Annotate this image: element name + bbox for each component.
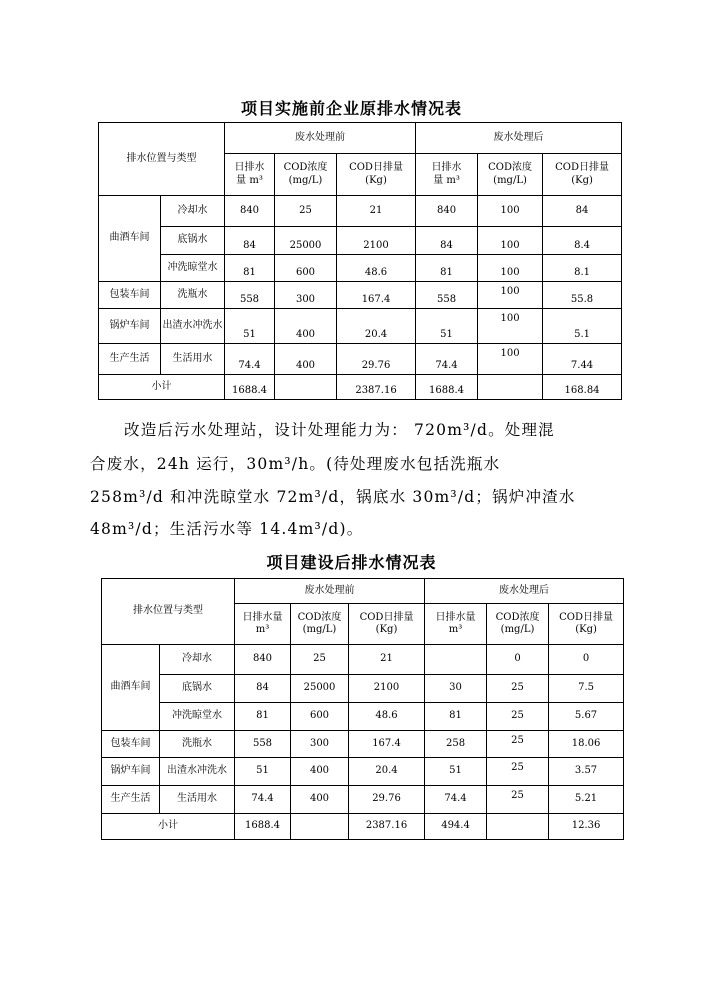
cell: 300 <box>275 282 337 309</box>
cell: 25 <box>487 758 549 786</box>
cell: 25 <box>487 703 549 731</box>
group-label: 包装车间 <box>102 731 160 758</box>
cod-daily-header: COD日排量 (Kg) <box>349 604 425 645</box>
table-row <box>102 731 624 758</box>
cell: 25 <box>487 731 549 758</box>
cell: 12.36 <box>549 814 624 840</box>
cell: 84 <box>225 227 275 255</box>
cell: 840 <box>235 645 291 675</box>
table-row <box>99 282 622 309</box>
cell: 558 <box>235 731 291 758</box>
cod-conc-header: COD浓度 (mg/L) <box>291 604 349 645</box>
cell: 81 <box>225 255 275 282</box>
group-label: 包装车间 <box>99 282 161 309</box>
cell: 25 <box>275 196 337 227</box>
subtotal-row <box>102 814 624 840</box>
group-label: 锅炉车间 <box>102 758 160 786</box>
cell: 48.6 <box>337 255 416 282</box>
cell: 81 <box>235 703 291 731</box>
cod-conc-header: COD浓度 (mg/L) <box>275 154 337 196</box>
paragraph-line: 合废水，24h 运行，30m³/h。(待处理废水包括洗瓶水 <box>90 455 501 473</box>
cell: 25000 <box>291 675 349 703</box>
table1-title: 项目实施前企业原排水情况表 <box>240 99 462 118</box>
cell: 5.21 <box>549 786 624 814</box>
table-row <box>102 786 624 814</box>
cell: 21 <box>337 196 416 227</box>
cell: 167.4 <box>337 282 416 309</box>
cell: 100 <box>478 255 543 282</box>
cell: 300 <box>291 731 349 758</box>
daily-volume-header: 日排水量 m³ <box>235 604 291 645</box>
type-cell: 冲洗晾堂水 <box>161 255 225 282</box>
table2 <box>101 578 624 840</box>
cell <box>275 375 337 400</box>
cell: 840 <box>416 196 478 227</box>
cell: 400 <box>291 786 349 814</box>
paragraph-line: 改造后污水处理站，设计处理能力为： 720m³/d。处理混 <box>124 421 555 439</box>
type-cell: 冲洗晾堂水 <box>160 703 235 731</box>
cell: 74.4 <box>425 786 487 814</box>
type-cell: 出渣水冲洗水 <box>160 758 235 786</box>
cell: 100 <box>478 227 543 255</box>
type-cell: 底锅水 <box>161 227 225 255</box>
cell: 400 <box>275 309 337 344</box>
table-row <box>99 344 622 375</box>
cod-conc-header: COD浓度 (mg/L) <box>487 604 549 645</box>
daily-volume-header: 日排水量 m³ <box>425 604 487 645</box>
cell: 167.4 <box>349 731 425 758</box>
cell: 74.4 <box>225 344 275 375</box>
cell: 1688.4 <box>225 375 275 400</box>
type-cell: 冷却水 <box>160 645 235 675</box>
cell: 25 <box>487 675 549 703</box>
table-row <box>99 196 622 227</box>
location-header: 排水位置与类型 <box>99 123 225 196</box>
cell: 25000 <box>275 227 337 255</box>
cell: 840 <box>225 196 275 227</box>
cell: 558 <box>225 282 275 309</box>
cell: 600 <box>275 255 337 282</box>
type-cell: 底锅水 <box>160 675 235 703</box>
table-row <box>102 675 624 703</box>
cell: 2387.16 <box>349 814 425 840</box>
type-cell: 生活用水 <box>160 786 235 814</box>
type-cell: 生活用水 <box>161 344 225 375</box>
cell: 100 <box>478 309 543 344</box>
cell: 81 <box>425 703 487 731</box>
cell: 5.67 <box>549 703 624 731</box>
cell: 74.4 <box>416 344 478 375</box>
subtotal-label: 小计 <box>102 814 235 840</box>
cell: 51 <box>235 758 291 786</box>
cell: 5.1 <box>543 309 622 344</box>
type-cell: 冷却水 <box>161 196 225 227</box>
group-label: 锅炉车间 <box>99 309 161 344</box>
cell: 2100 <box>337 227 416 255</box>
table-row <box>102 645 624 675</box>
group-label: 生产生活 <box>99 344 161 375</box>
cod-daily-header: COD日排量 (Kg) <box>549 604 624 645</box>
cell: 30 <box>425 675 487 703</box>
cell: 558 <box>416 282 478 309</box>
cell: 168.84 <box>543 375 622 400</box>
cell: 51 <box>425 758 487 786</box>
group-label: 生产生活 <box>102 786 160 814</box>
cell: 29.76 <box>337 344 416 375</box>
subtotal-row <box>99 375 622 400</box>
cell: 8.1 <box>543 255 622 282</box>
cell: 600 <box>291 703 349 731</box>
cell: 1688.4 <box>416 375 478 400</box>
daily-volume-header: 日排水 量 m³ <box>416 154 478 196</box>
cell: 81 <box>416 255 478 282</box>
cell: 7.44 <box>543 344 622 375</box>
cell: 494.4 <box>425 814 487 840</box>
cell: 21 <box>349 645 425 675</box>
after-header: 废水处理后 <box>416 123 622 154</box>
type-cell: 洗瓶水 <box>161 282 225 309</box>
cell: 400 <box>291 758 349 786</box>
cell: 84 <box>543 196 622 227</box>
table-row <box>102 703 624 731</box>
daily-volume-header: 日排水 量 m³ <box>225 154 275 196</box>
cell: 258 <box>425 731 487 758</box>
cod-daily-header: COD日排量 (Kg) <box>337 154 416 196</box>
table-row <box>102 758 624 786</box>
cell <box>487 814 549 840</box>
table2-title: 项目建设后排水情况表 <box>266 553 437 572</box>
cell: 2100 <box>349 675 425 703</box>
cell <box>478 375 543 400</box>
cell: 55.8 <box>543 282 622 309</box>
cell: 20.4 <box>337 309 416 344</box>
cell: 84 <box>235 675 291 703</box>
cell: 18.06 <box>549 731 624 758</box>
after-header: 废水处理后 <box>425 579 624 604</box>
table1 <box>98 122 622 400</box>
table-row <box>99 227 622 255</box>
cell: 20.4 <box>349 758 425 786</box>
cell: 100 <box>478 344 543 375</box>
cell: 100 <box>478 196 543 227</box>
cell: 100 <box>478 282 543 309</box>
cell: 2387.16 <box>337 375 416 400</box>
cell: 8.4 <box>543 227 622 255</box>
cell: 0 <box>487 645 549 675</box>
location-header: 排水位置与类型 <box>102 579 235 645</box>
before-header: 废水处理前 <box>235 579 425 604</box>
before-header: 废水处理前 <box>225 123 416 154</box>
cell: 25 <box>487 786 549 814</box>
cell: 51 <box>416 309 478 344</box>
group-label: 曲酒车间 <box>102 645 160 731</box>
paragraph-line: 48m³/d；生活污水等 14.4m³/d)。 <box>90 520 364 538</box>
cell <box>291 814 349 840</box>
type-cell: 出渣水冲洗水 <box>161 309 225 344</box>
paragraph-line: 258m³/d 和冲洗晾堂水 72m³/d，锅底水 30m³/d；锅炉冲渣水 <box>90 488 576 506</box>
cell: 25 <box>291 645 349 675</box>
cell: 0 <box>549 645 624 675</box>
cod-conc-header: COD浓度 (mg/L) <box>478 154 543 196</box>
cell: 400 <box>275 344 337 375</box>
cell: 1688.4 <box>235 814 291 840</box>
subtotal-label: 小计 <box>99 375 225 400</box>
cell <box>425 645 487 675</box>
group-label: 曲酒车间 <box>99 196 161 282</box>
cell: 84 <box>416 227 478 255</box>
cell: 7.5 <box>549 675 624 703</box>
cell: 3.57 <box>549 758 624 786</box>
cell: 51 <box>225 309 275 344</box>
cod-daily-header: COD日排量 (Kg) <box>543 154 622 196</box>
type-cell: 洗瓶水 <box>160 731 235 758</box>
cell: 74.4 <box>235 786 291 814</box>
table-row <box>99 309 622 344</box>
cell: 29.76 <box>349 786 425 814</box>
table-row <box>99 255 622 282</box>
cell: 48.6 <box>349 703 425 731</box>
